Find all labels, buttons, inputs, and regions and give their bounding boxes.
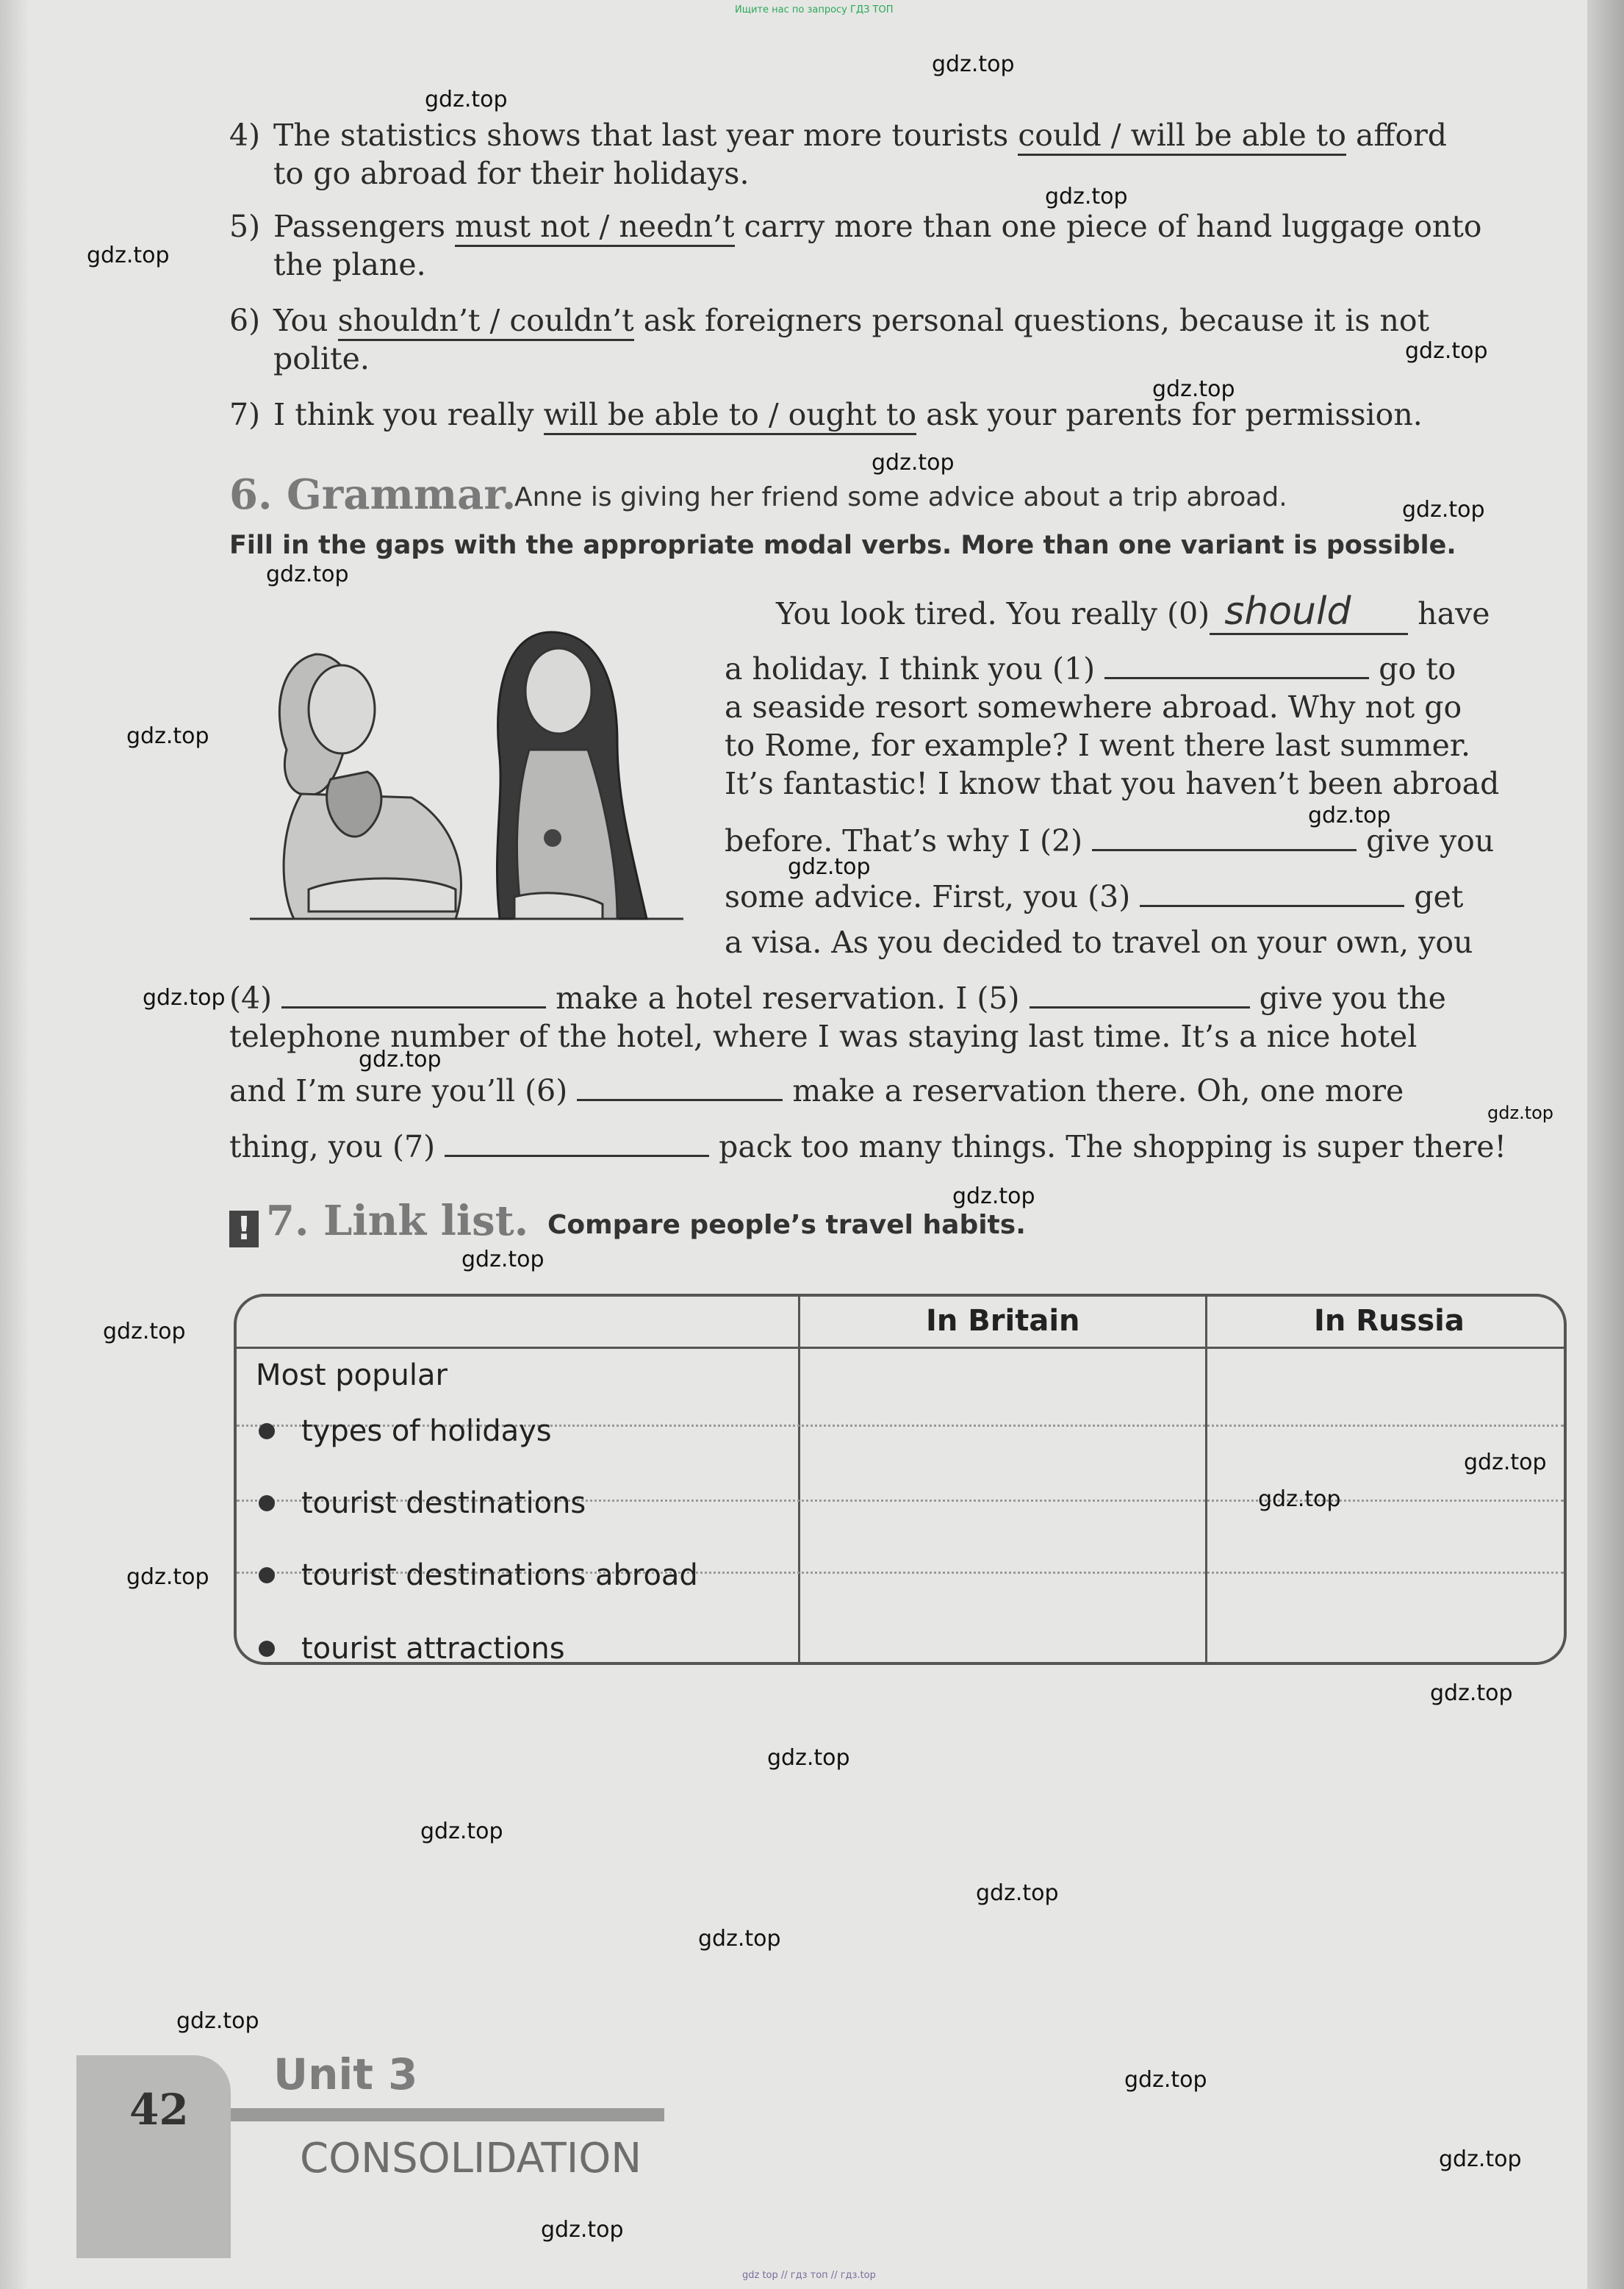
watermark: gdz.top xyxy=(1124,2067,1207,2093)
ex7-subtitle: Compare people’s travel habits. xyxy=(547,1210,1026,1240)
watermark: gdz.top xyxy=(425,87,508,112)
watermark: gdz.top xyxy=(1402,497,1485,523)
watermark: gdz.top xyxy=(143,985,226,1011)
table-row: types of holidays xyxy=(259,1414,552,1448)
watermark: gdz.top xyxy=(1430,1680,1513,1706)
watermark: gdz.top xyxy=(1487,1103,1554,1123)
ex6-line-3: to Rome, for example? I went there last summer. xyxy=(725,728,1471,763)
top-source-note: Ищите нас по запросу ГДЗ ТОП xyxy=(735,4,894,15)
unit-divider xyxy=(231,2108,664,2121)
ex5-item-6-cont: polite. xyxy=(273,341,370,376)
watermark: gdz.top xyxy=(976,1880,1059,1906)
watermark: gdz.top xyxy=(87,243,170,268)
watermark: gdz.top xyxy=(126,723,209,749)
watermark: gdz.top xyxy=(420,1819,503,1844)
watermark: gdz.top xyxy=(461,1247,545,1272)
ex5-item-6: 6) You shouldn’t / couldn’t ask foreigners personal questions, because it is not xyxy=(229,301,1567,340)
unit-label: Unit 3 xyxy=(273,2049,418,2099)
watermark: gdz.top xyxy=(541,2217,624,2243)
ex6-line-5: before. That’s why I (2) give you xyxy=(725,823,1495,859)
ex6-line-8: (4) make a hotel reservation. I (5) give you the xyxy=(229,981,1446,1016)
watermark: gdz.top xyxy=(788,854,871,880)
gap-5[interactable] xyxy=(1030,983,1250,1009)
ex6-line-6: some advice. First, you (3) get xyxy=(725,879,1464,914)
bottom-source-note: gdz top // гдз топ // гдз.top xyxy=(742,2270,876,2281)
ex6-subtitle: Anne is giving her friend some advice about a trip abroad. xyxy=(514,482,1287,512)
ex6-line-9: telephone number of the hotel, where I was staying last time. It’s a nice hotel xyxy=(229,1019,1418,1054)
watermark: gdz.top xyxy=(1258,1486,1341,1512)
page-shadow-left xyxy=(0,0,29,2289)
ex6-heading: 6. Grammar. xyxy=(229,470,517,519)
gap-6[interactable] xyxy=(577,1075,783,1101)
table-row: tourist destinations abroad xyxy=(259,1558,698,1592)
page-number: 42 xyxy=(129,2085,189,2135)
ex6-line-0: You look tired. You really (0) should have xyxy=(776,590,1490,634)
watermark: gdz.top xyxy=(266,562,349,587)
answer-0-handwritten: should xyxy=(1224,590,1351,634)
watermark: gdz.top xyxy=(359,1047,442,1072)
gap-7[interactable] xyxy=(445,1131,709,1157)
column-header-britain: In Britain xyxy=(926,1304,1080,1338)
watermark: gdz.top xyxy=(698,1926,781,1952)
watermark: gdz.top xyxy=(1439,2146,1522,2172)
two-girls-illustration xyxy=(235,610,691,926)
watermark: gdz.top xyxy=(1308,803,1391,828)
ex6-instruction: Fill in the gaps with the appropriate modal verbs. More than one variant is possible. xyxy=(229,531,1456,560)
ex6-line-11: thing, you (7) pack too many things. The shopping is super there! xyxy=(229,1129,1506,1164)
gap-2[interactable] xyxy=(1092,825,1357,851)
gap-1[interactable] xyxy=(1104,653,1369,679)
row-header-most-popular: Most popular xyxy=(256,1358,448,1392)
ex6-line-1: a holiday. I think you (1) go to xyxy=(725,651,1456,687)
watermark: gdz.top xyxy=(1405,338,1488,364)
comparison-table xyxy=(234,1294,1567,1665)
watermark: gdz.top xyxy=(176,2008,259,2034)
watermark: gdz.top xyxy=(126,1564,209,1590)
table-row: tourist destinations xyxy=(259,1486,586,1520)
watermark: gdz.top xyxy=(1152,376,1235,402)
watermark: gdz.top xyxy=(103,1319,186,1344)
section-label: CONSOLIDATION xyxy=(300,2135,642,2182)
ex6-line-7: a visa. As you decided to travel on your own, you xyxy=(725,925,1473,960)
ex5-item-4: 4) The statistics shows that last year more tourists could / will be able to afford xyxy=(229,116,1567,154)
ex6-line-10: and I’m sure you’ll (6) make a reservation there. Oh, one more xyxy=(229,1073,1404,1108)
ex7-heading: ! 7. Link list. xyxy=(229,1197,528,1247)
ex6-line-2: a seaside resort somewhere abroad. Why not go xyxy=(725,689,1462,725)
ex5-item-4-cont: to go abroad for their holidays. xyxy=(273,156,750,191)
gap-4[interactable] xyxy=(281,983,546,1009)
column-header-russia: In Russia xyxy=(1314,1304,1465,1338)
watermark: gdz.top xyxy=(1464,1450,1547,1475)
watermark: gdz.top xyxy=(1045,184,1128,209)
ex5-item-7: 7) I think you really will be able to / ought to ask your parents for permission. xyxy=(229,395,1567,434)
table-row: tourist attractions xyxy=(259,1632,565,1666)
gap-3[interactable] xyxy=(1140,881,1404,907)
ex6-line-4: It’s fantastic! I know that you haven’t been abroad xyxy=(725,766,1500,801)
ex5-item-5: 5) Passengers must not / needn’t carry more than one piece of hand luggage onto xyxy=(229,207,1567,246)
watermark: gdz.top xyxy=(952,1183,1035,1209)
watermark: gdz.top xyxy=(872,450,955,476)
exclamation-icon: ! xyxy=(229,1211,259,1247)
watermark: gdz.top xyxy=(767,1745,850,1771)
watermark: gdz.top xyxy=(932,51,1015,77)
ex5-item-5-cont: the plane. xyxy=(273,247,426,282)
